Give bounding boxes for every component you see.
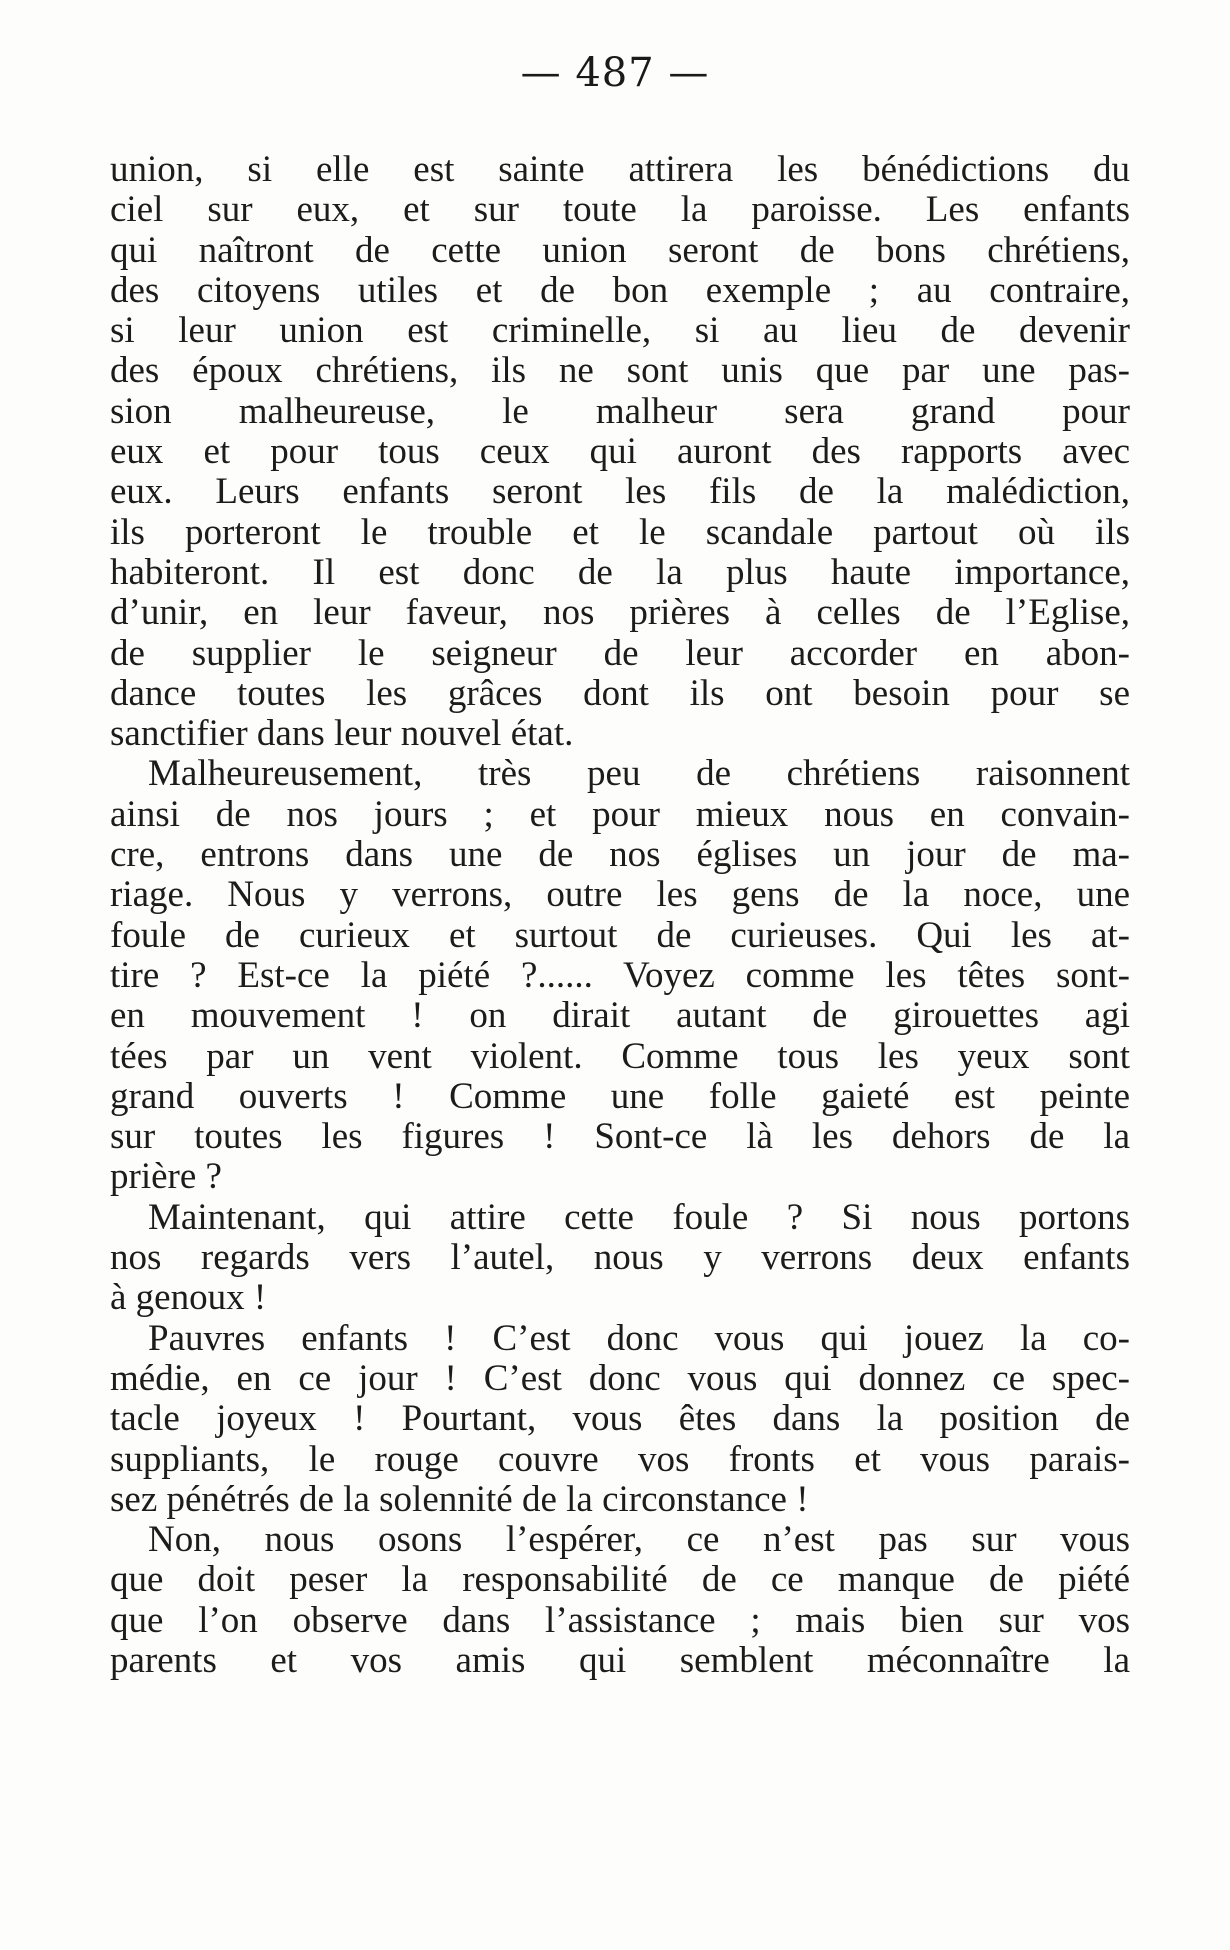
- text-line: foule de curieux et surtout de curieuses. Qui les at-: [110, 915, 1130, 956]
- text-line: nos regards vers l’autel, nous y verrons deux enfants: [110, 1238, 1130, 1279]
- text-line: Malheureusement, très peu de chrétiens raisonnent: [148, 754, 1130, 795]
- text-line: que l’on observe dans l’assistance ; mais bien sur vos: [110, 1600, 1130, 1641]
- text-line: sur toutes les figures ! Sont-ce là les dehors de la: [110, 1117, 1130, 1158]
- text-line: habiteront. Il est donc de la plus haute importance,: [110, 552, 1130, 593]
- text-line: des époux chrétiens, ils ne sont unis que par une pas-: [110, 351, 1130, 392]
- text-line: prière ?: [110, 1157, 222, 1198]
- text-line: cre, entrons dans une de nos églises un jour de ma-: [110, 835, 1130, 876]
- text-line: tire ? Est-ce la piété ?...... Voyez comme les têtes sont-: [110, 955, 1130, 996]
- text-line: grand ouverts ! Comme une folle gaieté est peinte: [110, 1076, 1130, 1117]
- text-line: ciel sur eux, et sur toute la paroisse. Les enfants: [110, 190, 1130, 231]
- text-line: sion malheureuse, le malheur sera grand pour: [110, 391, 1130, 432]
- text-line: tacle joyeux ! Pourtant, vous êtes dans la position de: [110, 1399, 1130, 1440]
- body-text: [110, 150, 1130, 1681]
- text-line: Maintenant, qui attire cette foule ? Si nous portons: [148, 1197, 1130, 1238]
- page-number: — 487 —: [520, 50, 710, 96]
- text-line: qui naîtront de cette union seront de bons chrétiens,: [110, 230, 1130, 271]
- text-line: d’unir, en leur faveur, nos prières à celles de l’Eglise,: [110, 593, 1130, 634]
- text-line: sez pénétrés de la solennité de la circonstance !: [110, 1479, 809, 1520]
- text-line: en mouvement ! on dirait autant de girouettes agi: [110, 996, 1130, 1037]
- text-line: de supplier le seigneur de leur accorder en abon-: [110, 633, 1130, 674]
- text-line: si leur union est criminelle, si au lieu de devenir: [110, 311, 1130, 352]
- text-line: à genoux !: [110, 1278, 267, 1319]
- text-line: dance toutes les grâces dont ils ont besoin pour se: [110, 673, 1130, 714]
- text-line: eux et pour tous ceux qui auront des rapports avec: [110, 432, 1130, 473]
- text-line: ils porteront le trouble et le scandale partout où ils: [110, 512, 1130, 553]
- text-line: des citoyens utiles et de bon exemple ; au contraire,: [110, 270, 1130, 311]
- text-line: riage. Nous y verrons, outre les gens de la noce, une: [110, 875, 1130, 916]
- text-line: ainsi de nos jours ; et pour mieux nous en convain-: [110, 794, 1130, 835]
- text-line: Non, nous osons l’espérer, ce n’est pas sur vous: [148, 1520, 1130, 1561]
- text-line: union, si elle est sainte attirera les bénédictions du: [110, 150, 1130, 190]
- text-line: eux. Leurs enfants seront les fils de la malédiction,: [110, 472, 1130, 513]
- text-line: Pauvres enfants ! C’est donc vous qui jouez la co-: [148, 1318, 1130, 1359]
- text-line: sanctifier dans leur nouvel état.: [110, 714, 574, 755]
- text-line: parents et vos amis qui semblent méconnaître la: [110, 1640, 1130, 1681]
- text-line: suppliants, le rouge couvre vos fronts et vous parais-: [110, 1439, 1130, 1480]
- text-line: médie, en ce jour ! C’est donc vous qui donnez ce spec-: [110, 1358, 1130, 1399]
- text-line: que doit peser la responsabilité de ce manque de piété: [110, 1560, 1130, 1601]
- text-line: tées par un vent violent. Comme tous les yeux sont: [110, 1036, 1130, 1077]
